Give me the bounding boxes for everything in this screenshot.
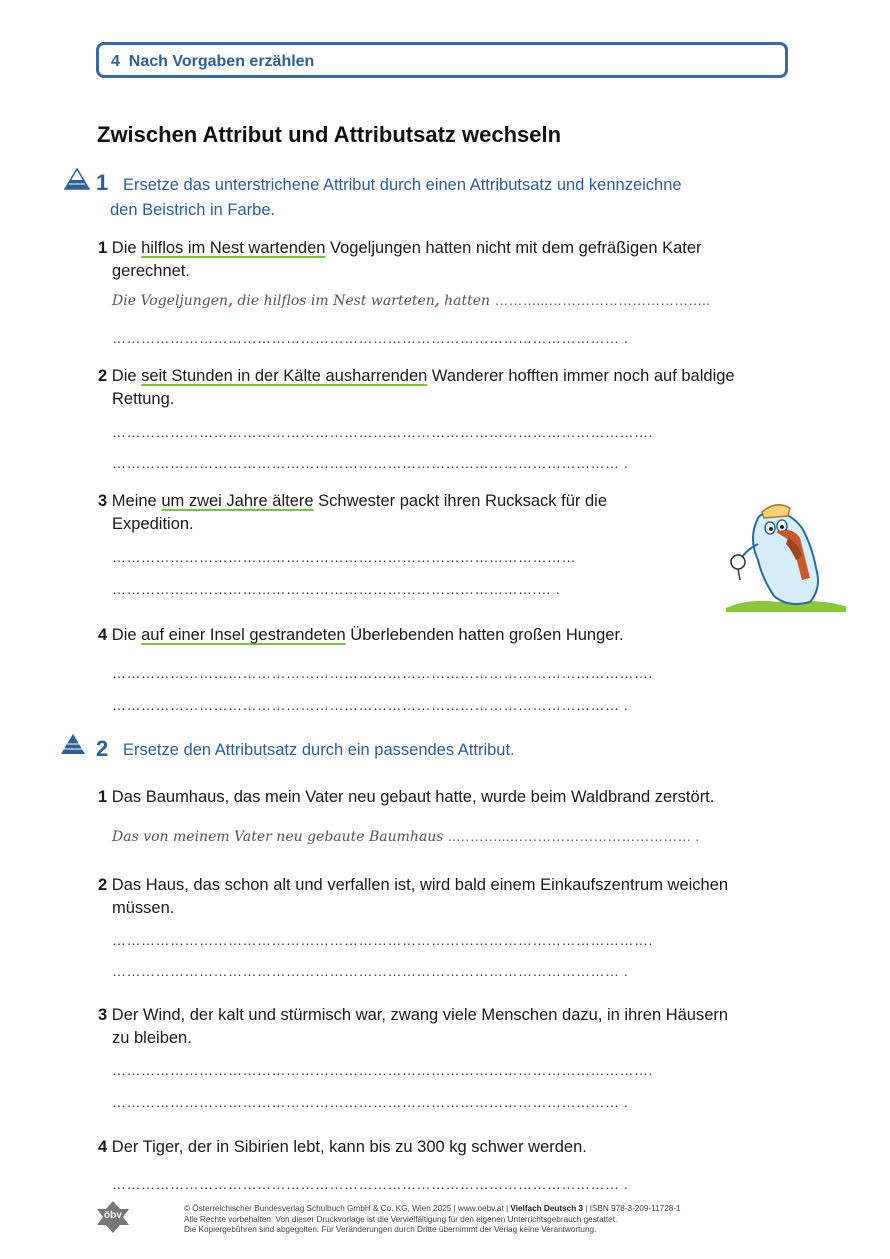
answer-line[interactable]: …………………………………………………………………………………………… .	[112, 455, 629, 471]
publisher-logo: öbv	[96, 1200, 130, 1234]
task-1-item-1: 1 Die hilflos im Nest wartenden Vogeljungen hatten nicht mit dem gefräßigen Kater gerechnet.	[98, 239, 702, 280]
page-title: Zwischen Attribut und Attributsatz wechseln	[97, 122, 562, 147]
answer-line[interactable]: …………………………………………………………………………………………… .	[112, 330, 629, 346]
answer-line[interactable]: …………………………………………………………………………………………… .	[112, 697, 629, 713]
difficulty-level-icon	[60, 733, 86, 755]
answer-line[interactable]: …………………………………………………………………………………………… .	[112, 963, 629, 979]
handwritten-example-answer: Das von meinem Vater neu gebaute Baumhaus ..………...………………………………… .	[112, 828, 700, 845]
answer-line[interactable]: ………………………………………………………………………………………………….	[112, 932, 653, 948]
difficulty-level-icon	[64, 168, 90, 190]
task-2-item-1: 1 Das Baumhaus, das mein Vater neu gebaut hatte, wurde beim Waldbrand zerstört.	[98, 788, 715, 806]
answer-line[interactable]: ……………………………………………………………………………………	[112, 549, 576, 565]
task-2-item-4: 4 Der Tiger, der in Sibirien lebt, kann bis zu 300 kg schwer werden.	[98, 1138, 587, 1156]
mascot-illustration	[718, 498, 848, 616]
task-1-item-2: 2 Die seit Stunden in der Kälte ausharrenden Wanderer hofften immer noch auf baldige Rettung.	[98, 367, 735, 408]
handwritten-example-answer: Die Vogeljungen, die hilflos im Nest warteten, hatten ………...……………………………..	[112, 292, 710, 309]
task-1-item-3: 3 Meine um zwei Jahre ältere Schwester packt ihren Rucksack für die Expedition.	[98, 492, 608, 533]
answer-line[interactable]: ………………………………………………………………………………………………….	[112, 1062, 653, 1078]
answer-line[interactable]: …………………………………………………………………………………………… .	[112, 1094, 629, 1110]
answer-line[interactable]: ………………………………………………………………………………………………….	[112, 424, 653, 440]
task-2-number: 2	[96, 736, 109, 761]
task-1-number: 1	[96, 170, 109, 195]
task-2-item-2: 2 Das Haus, das schon alt und verfallen ist, wird bald einem Einkaufszentrum weichen müssen.	[98, 876, 729, 917]
task-2-instruction: Ersetze den Attributsatz durch ein passendes Attribut.	[123, 741, 515, 759]
footer-copyright: © Österreichischer Bundesverlag Schulbuch GmbH & Co. KG, Wien 2025 | www.oebv.at | Vielfach Deutsch 3 | ISBN 978-3-209-11728-1 Alle Rechte vorbehalten. Von dieser Druckvorlage ist die Vervielfältigung für den eigenen Unterrichtsgebrauch gestattet. Die Kopiergebühren sind abgegolten. Für Veränderungen durch Dritte übernimmt der Verlag keine Verantwortung.	[184, 1204, 681, 1234]
answer-line[interactable]: …………………………………………………………………………………………… .	[112, 1176, 629, 1192]
chapter-title: 4 Nach Vorgaben erzählen	[111, 53, 315, 70]
answer-line[interactable]: ………………………………………………………………………………………………….	[112, 665, 653, 681]
chapter-header	[96, 42, 788, 78]
task-1-instruction-cont: den Beistrich in Farbe.	[110, 201, 276, 219]
answer-line[interactable]: …………………………………………………………………………….… .	[112, 581, 561, 597]
task-2-item-3: 3 Der Wind, der kalt und stürmisch war, zwang viele Menschen dazu, in ihren Häusern zu bleiben.	[98, 1006, 729, 1047]
task-1-item-4: 4 Die auf einer Insel gestrandeten Überlebenden hatten großen Hunger.	[98, 626, 624, 644]
task-1-instruction: Ersetze das unterstrichene Attribut durch einen Attributsatz und kennzeichne	[123, 176, 682, 194]
